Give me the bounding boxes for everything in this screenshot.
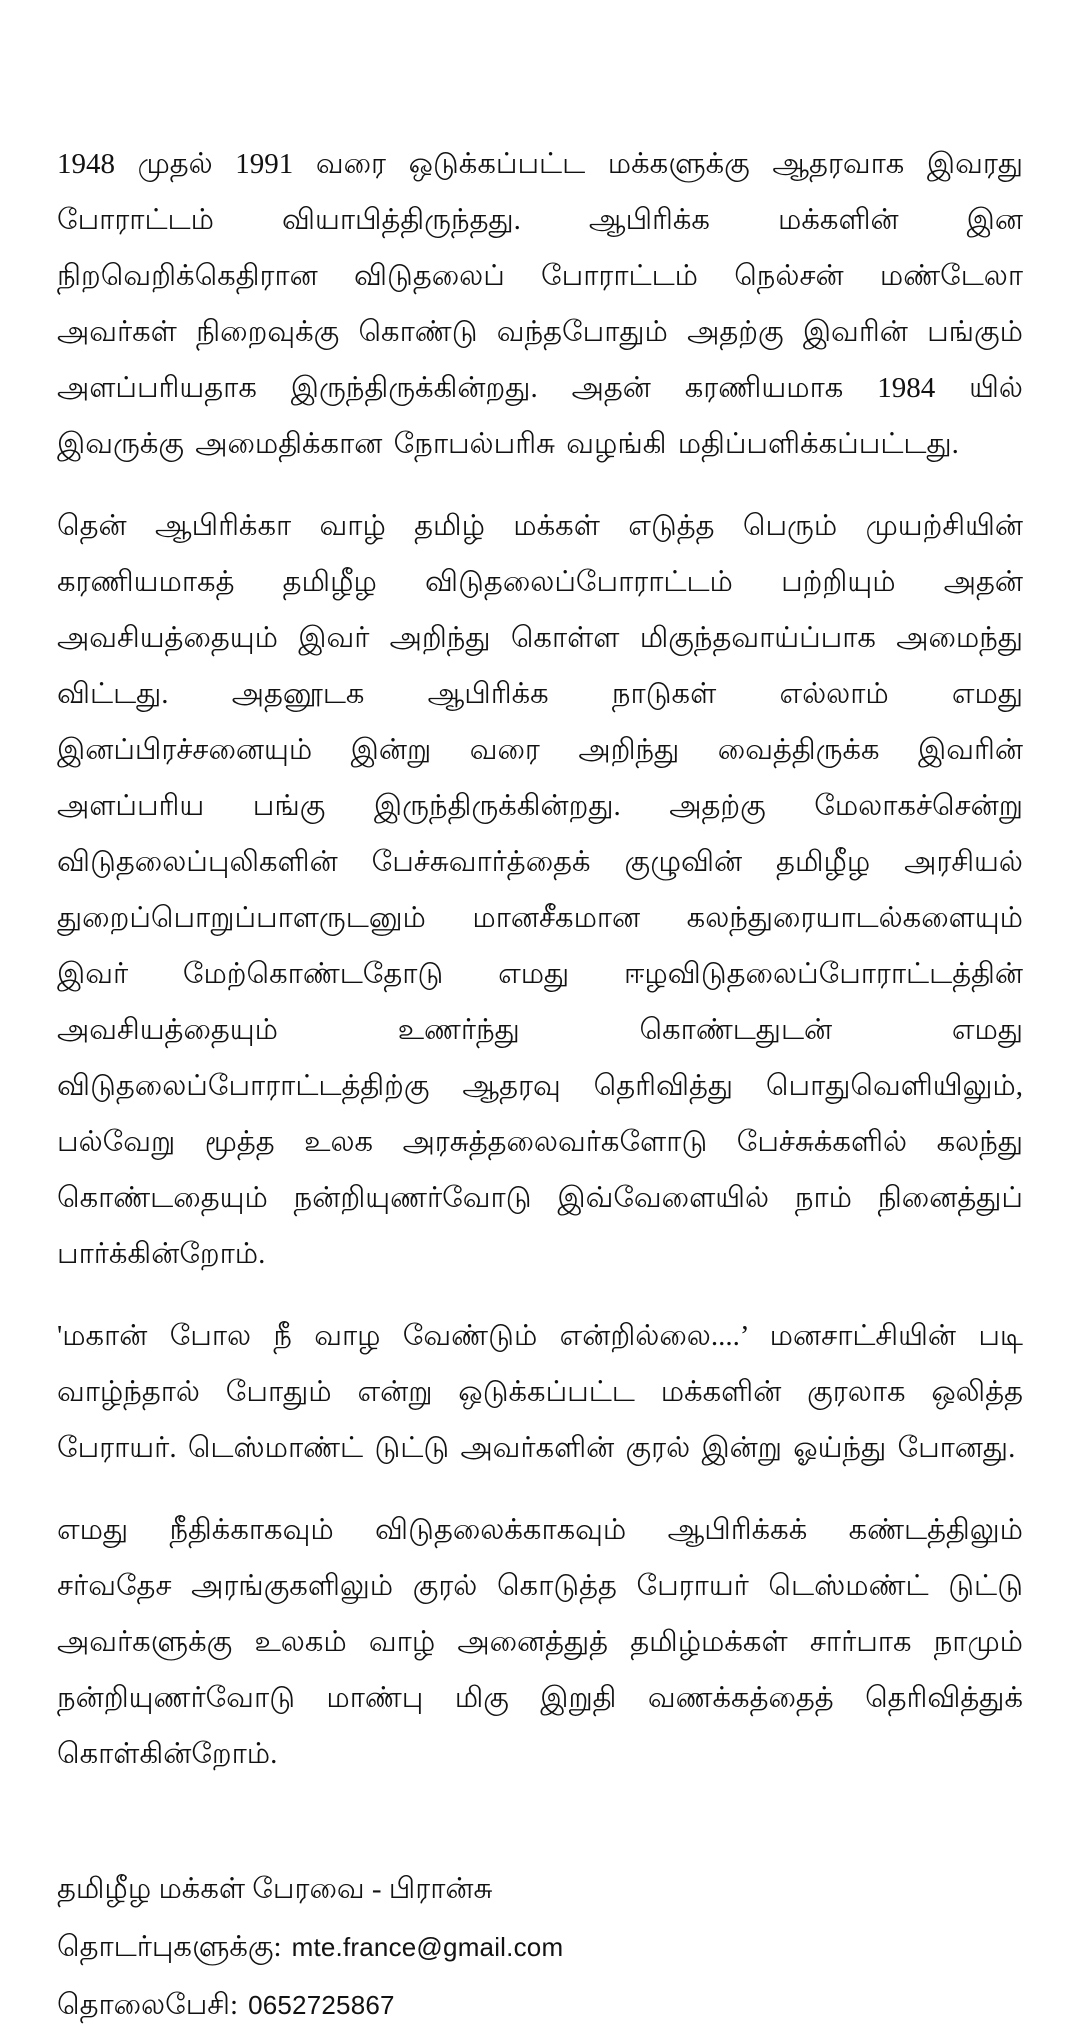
paragraph-nobel-prize: 1948 முதல் 1991 வரை ஒடுக்கப்பட்ட மக்களுக்கு ஆதரவாக இவரது போராட்டம் வியாபித்திருந்தது. ஆபிரிக்க மக்களின் இன நிறவெறிக்கெதிரான விடுதலைப் போராட்டம் நெல்சன் மண்டேலா அவர்கள் நிறைவுக்கு கொண்டு வந்தபோதும் அதற்கு இவரின் பங்கும் அளப்பரியதாக இருந்திருக்கின்றது. அதன் கரணியமாக 1984 யில் இவருக்கு அமைதிக்கான நோபல்பரிசு வழங்கி மதிப்பளிக்கப்பட்டது. <box>57 148 1023 460</box>
paragraph-tamil-eelam-support: தென் ஆபிரிக்கா வாழ் தமிழ் மக்கள் எடுத்த பெரும் முயற்சியின் கரணியமாகத் தமிழீழ விடுதலைப்போராட்டம் பற்றியும் அதன் அவசியத்தையும் இவர் அறிந்து கொள்ள மிகுந்தவாய்ப்பாக அமைந்து விட்டது. அதனூடக ஆபிரிக்க நாடுகள் எல்லாம் எமது இனப்பிரச்சனையும் இன்று வரை அறிந்து வைத்திருக்க இவரின் அளப்பரிய பங்கு இருந்திருக்கின்றது. அதற்கு மேலாகச்சென்று விடுதலைப்புலிகளின் பேச்சுவார்த்தைக் குழுவின் தமிழீழ அரசியல் துறைப்பொறுப்பாளருடனும் மானசீகமான கலந்துரையாடல்களையும் இவர் மேற்கொண்டதோடு எமது ஈழவிடுதலைப்போராட்டத்தின் அவசியத்தையும் உணர்ந்து கொண்டதுடன் எமது விடுதலைப்போராட்டத்திற்கு ஆதரவு தெரிவித்து பொதுவெளியிலும், பல்வேறு மூத்த உலக அரசுத்தலைவர்களோடு பேச்சுக்களில் கலந்து கொண்டதையும் நன்றியுணர்வோடு இவ்வேளையில் நாம் நினைத்துப் பார்க்கின்றோம். <box>57 510 1023 1270</box>
paragraph-quote-voice-silenced: 'மகான் போல நீ வாழ வேண்டும் என்றில்லை....’ மனசாட்சியின் படி வாழ்ந்தால் போதும் என்று ஒடுக்கப்பட்ட மக்களின் குரலாக ஒலித்த பேராயர். டெஸ்மாண்ட் டுட்டு அவர்களின் குரல் இன்று ஓய்ந்து போனது. <box>57 1320 1023 1464</box>
contact-line <box>57 1918 1023 1976</box>
phone-number: 0652725867 <box>248 1990 395 2020</box>
signature-block <box>57 1860 1023 2034</box>
contact-email: mte.france@gmail.com <box>291 1932 564 1962</box>
document-body <box>57 136 1023 2034</box>
phone-line <box>57 1976 1023 2034</box>
phone-label: தொலைபேசி: <box>57 1989 239 2021</box>
organization-name: தமிழீழ மக்கள் பேரவை - பிரான்சு <box>57 1873 493 1905</box>
contact-label: தொடர்புகளுக்கு: <box>57 1931 282 1963</box>
paragraph-final-tribute: எமது நீதிக்காகவும் விடுதலைக்காகவும் ஆபிரிக்கக் கண்டத்திலும் சர்வதேச அரங்குகளிலும் குரல் கொடுத்த பேராயர் டெஸ்மண்ட் டுட்டு அவர்களுக்கு உலகம் வாழ் அனைத்துத் தமிழ்மக்கள் சார்பாக நாமும் நன்றியுணர்வோடு மாண்பு மிகு இறுதி வணக்கத்தைத் தெரிவித்துக் கொள்கின்றோம். <box>57 1514 1023 1770</box>
